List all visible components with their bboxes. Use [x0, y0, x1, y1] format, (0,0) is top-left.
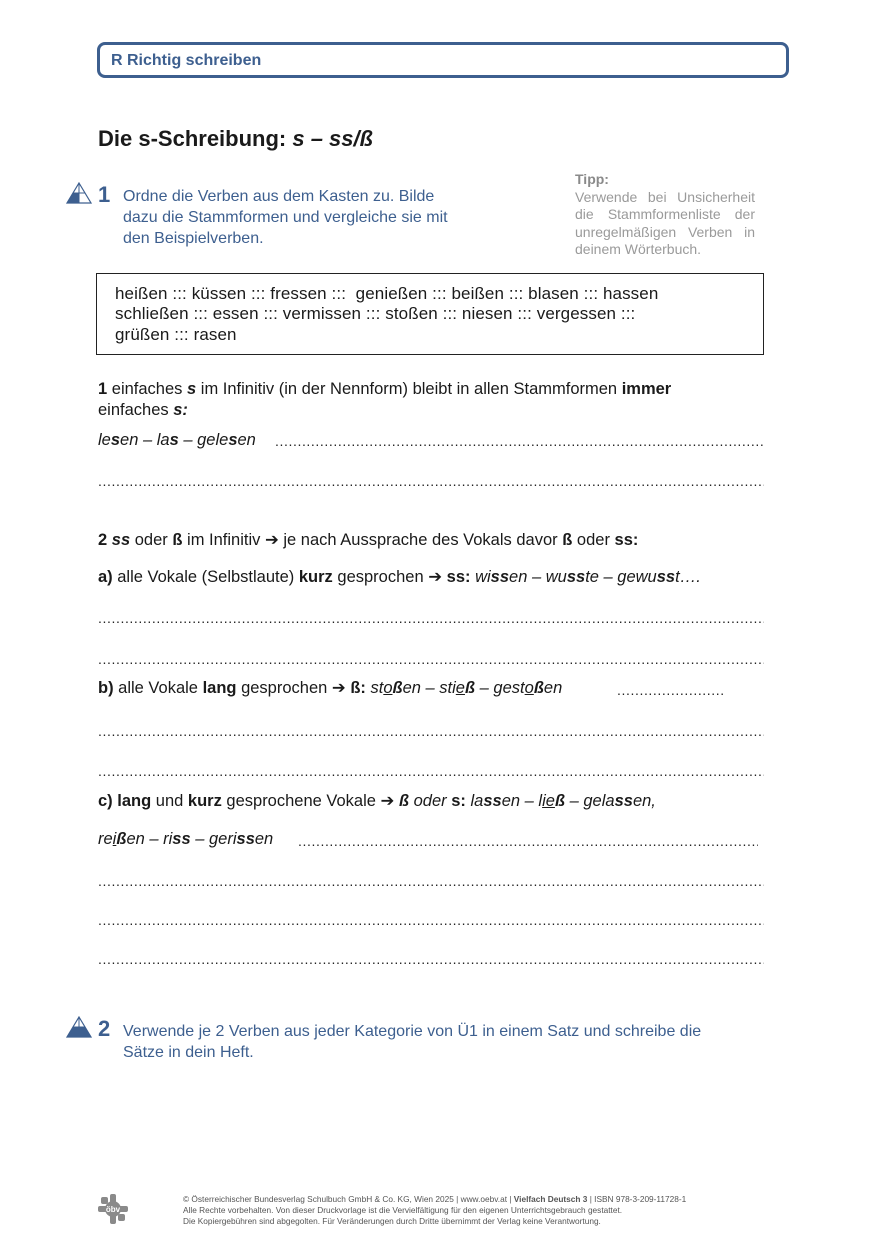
- exercise-2-number: 2: [98, 1016, 111, 1041]
- answer-line[interactable]: [275, 433, 764, 449]
- exercise-1-text: [123, 186, 448, 249]
- section-header-title: R Richtig schreiben: [111, 52, 262, 69]
- rule-2-text: 2 ss oder ß im Infinitiv ➔ je nach Aussprache des Vokals davor ß oder ss:: [98, 531, 639, 549]
- verb-box-line: schließen ::: essen ::: vermissen ::: stoßen ::: niesen ::: vergessen :::: [115, 304, 636, 323]
- verb-box-line: grüßen ::: rasen: [115, 325, 237, 344]
- pyramid-icon: [66, 1016, 92, 1038]
- tipp-box: [575, 171, 755, 259]
- exercise-2-line: Sätze in dein Heft.: [123, 1044, 254, 1061]
- answer-line[interactable]: [98, 473, 764, 489]
- exercise-1-line: den Beispielverben.: [123, 230, 264, 247]
- rule-2a-text: a) alle Vokale (Selbstlaute) kurz gesprochen ➔ ss: wissen – wusste – gewusst….: [98, 568, 701, 586]
- exercise-1-line: dazu die Stammformen und vergleiche sie mit: [123, 209, 448, 226]
- svg-text:öbv: öbv: [105, 1205, 121, 1214]
- rule-1-example: lesen – las – gelesen: [98, 431, 256, 449]
- tipp-text: Verwende bei Unsicherheit die Stammformenliste der unregelmäßigen Verben in deinem Wörterbuch.: [575, 188, 755, 257]
- exercise-1-number: 1: [98, 182, 111, 207]
- footer: [183, 1194, 686, 1227]
- answer-line[interactable]: [298, 833, 758, 849]
- answer-line[interactable]: [98, 873, 764, 889]
- footer-line: © Österreichischer Bundesverlag Schulbuch GmbH & Co. KG, Wien 2025 | www.oebv.at | Vielfach Deutsch 3 | ISBN 978-3-209-11728-1: [183, 1194, 687, 1204]
- rule-1-text: 1 einfaches s im Infinitiv (in der Nennform) bleibt in allen Stammformen immer einfaches s:: [98, 380, 672, 419]
- page-title: Die s-Schreibung: s – ss/ß: [98, 126, 374, 151]
- pyramid-icon: [66, 182, 92, 204]
- answer-line[interactable]: [617, 682, 726, 698]
- exercise-1-line: Ordne die Verben aus dem Kasten zu. Bilde: [123, 188, 435, 205]
- footer-line: Die Kopiergebühren sind abgegolten. Für Veränderungen durch Dritte übernimmt der Verlag keine Verantwortung.: [183, 1216, 601, 1226]
- answer-line[interactable]: [98, 610, 764, 626]
- rule-2c-example-line: reißen – riss – gerissen: [98, 830, 274, 848]
- footer-line: Alle Rechte vorbehalten. Von dieser Druckvorlage ist die Vervielfältigung für den eigenen Unterrichtsgebrauch gestattet.: [183, 1205, 623, 1215]
- exercise-2-line: Verwende je 2 Verben aus jeder Kategorie von Ü1 in einem Satz und schreibe die: [123, 1023, 702, 1040]
- arrow-right-icon: ➔: [380, 792, 395, 810]
- answer-line[interactable]: [98, 951, 764, 967]
- verb-box-line: heißen ::: küssen ::: fressen ::: genießen ::: beißen ::: blasen ::: hassen: [115, 284, 659, 303]
- answer-line[interactable]: [98, 723, 764, 739]
- oebv-logo-icon: [97, 1193, 129, 1225]
- answer-line[interactable]: [98, 763, 764, 779]
- tipp-title: Tipp:: [575, 171, 609, 187]
- answer-line[interactable]: [98, 651, 764, 667]
- arrow-right-icon: ➔: [428, 568, 443, 586]
- rule-2b-text: b) alle Vokale lang gesprochen ➔ ß: stoßen – stieß – gestoßen: [98, 679, 563, 697]
- rule-2c-text: c) lang und kurz gesprochene Vokale ➔ ß oder s: lassen – ließ – gelassen,: [98, 792, 656, 810]
- arrow-right-icon: ➔: [331, 679, 346, 697]
- arrow-right-icon: ➔: [264, 531, 279, 549]
- answer-line[interactable]: [98, 912, 764, 928]
- exercise-2-text: [123, 1021, 701, 1063]
